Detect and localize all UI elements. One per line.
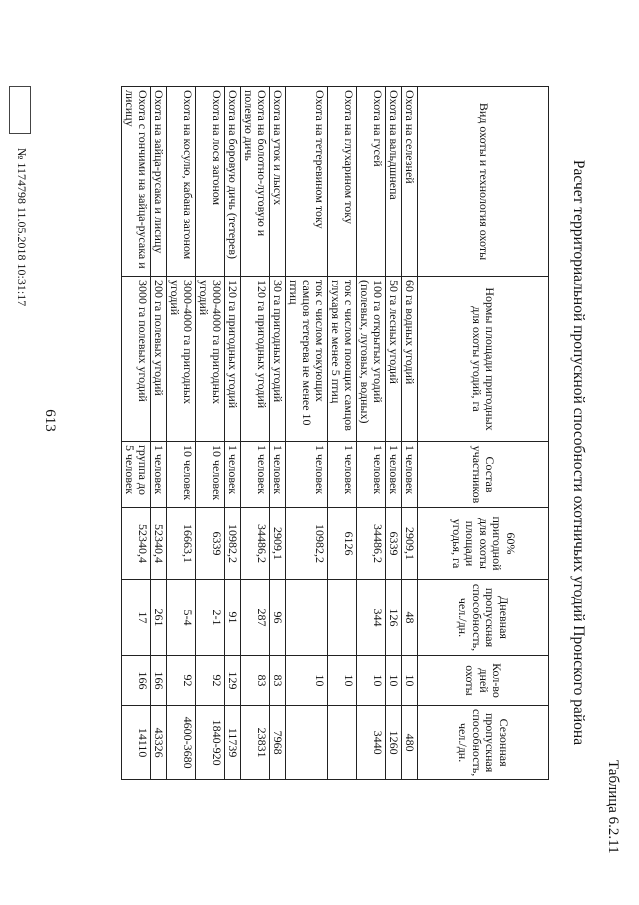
table-row xyxy=(196,87,225,780)
table-cell: 6339 xyxy=(386,508,402,580)
table-cell: 344 xyxy=(357,580,386,656)
table-cell xyxy=(286,580,328,656)
table-cell: 83 xyxy=(270,656,286,706)
table-cell: 3440 xyxy=(357,706,386,780)
table-cell: 3000 га полевых угодий xyxy=(122,277,151,442)
table-cell: 43326 xyxy=(151,706,167,780)
table-cell: 1260 xyxy=(386,706,402,780)
table-cell: 6126 xyxy=(328,508,357,580)
table-cell: 10 xyxy=(357,656,386,706)
table-cell: 2-1 xyxy=(196,580,225,656)
table-cell: 92 xyxy=(167,656,196,706)
header-cell: Кол-во дней охоты xyxy=(418,656,549,706)
registry-stamp-icon xyxy=(9,86,31,134)
table-cell: 1 человек xyxy=(357,442,386,508)
table-cell: Охота на болотно-луговую и полевую дичь xyxy=(241,87,270,277)
table-cell: 166 xyxy=(151,656,167,706)
table-cell: Охота на гусей xyxy=(357,87,386,277)
table-cell: 1 человек xyxy=(402,442,418,508)
table-cell: 83 xyxy=(241,656,270,706)
table-title: Расчет территориальной пропускной способности охотничьих угодий Пронского района xyxy=(570,159,587,746)
table-cell: 10 xyxy=(286,656,328,706)
table-cell: 34486,2 xyxy=(357,508,386,580)
table-cell: 10 xyxy=(402,656,418,706)
table-cell: 2909,1 xyxy=(402,508,418,580)
table-row xyxy=(225,87,241,780)
table-cell: Охота на глухарином току xyxy=(328,87,357,277)
table-cell xyxy=(286,706,328,780)
table-cell: 17 xyxy=(122,580,151,656)
table-cell: 1 человек xyxy=(386,442,402,508)
table-cell: Охота на зайца-русака и лисицу xyxy=(151,87,167,277)
header-cell: 60% пригодной для охоты площади угодья, га xyxy=(418,508,549,580)
table-cell: Охота с гончими на зайца-русака и лисицу xyxy=(122,87,151,277)
table-cell: 1 человек xyxy=(241,442,270,508)
table-cell: 16663,1 xyxy=(167,508,196,580)
table-cell: Охота на лося загоном xyxy=(196,87,225,277)
table-cell: 287 xyxy=(241,580,270,656)
table-row xyxy=(270,87,286,780)
table-cell: Охота на селезней xyxy=(402,87,418,277)
header-row xyxy=(418,87,549,780)
table-cell: 10 xyxy=(386,656,402,706)
table-row xyxy=(286,87,328,780)
table-cell xyxy=(328,580,357,656)
table-cell: 60 га водных угодий xyxy=(402,277,418,442)
table-cell: 5-4 xyxy=(167,580,196,656)
table-cell: 10 человек xyxy=(167,442,196,508)
table-cell: 200 га полевых угодий xyxy=(151,277,167,442)
table-cell: 1 человек xyxy=(225,442,241,508)
table-cell: 3000-4000 га пригодных угодий xyxy=(196,277,225,442)
table-cell: Охота на вальдшнепа xyxy=(386,87,402,277)
table-cell: 3000-4000 га пригодных угодий xyxy=(167,277,196,442)
table-cell: 1 человек xyxy=(328,442,357,508)
table-cell: 10 человек xyxy=(196,442,225,508)
header-cell: Сезонная пропускная способность, чел./дн. xyxy=(418,706,549,780)
table-cell: 166 xyxy=(122,656,151,706)
table-cell: 30 га пригодных угодий xyxy=(270,277,286,442)
table-cell: ток с числом поющих самцов глухаря не менее 5 птиц xyxy=(328,277,357,442)
table-cell: 120 га пригодных угодий xyxy=(225,277,241,442)
table-row xyxy=(241,87,270,780)
header-cell: Состав участников xyxy=(418,442,549,508)
table-row xyxy=(402,87,418,780)
table-caption: Таблица 6.2.11 xyxy=(605,760,621,854)
document-stamp xyxy=(11,86,39,316)
table-cell: 10982,2 xyxy=(225,508,241,580)
table-cell: 126 xyxy=(386,580,402,656)
table-cell: 1 человек xyxy=(151,442,167,508)
table-row xyxy=(328,87,357,780)
table-cell: 7968 xyxy=(270,706,286,780)
table-cell: 1 человек xyxy=(286,442,328,508)
table-row xyxy=(122,87,151,780)
table-cell: Охота на уток и лысух xyxy=(270,87,286,277)
table-cell: 1 человек xyxy=(270,442,286,508)
table-cell: 92 xyxy=(196,656,225,706)
table-cell: 52340,4 xyxy=(151,508,167,580)
table-cell: 480 xyxy=(402,706,418,780)
table-row xyxy=(167,87,196,780)
table-cell: 10982,2 xyxy=(286,508,328,580)
page-number: 613 xyxy=(41,409,58,432)
table-cell: 6339 xyxy=(196,508,225,580)
table-row xyxy=(357,87,386,780)
table-cell: 4600-3680 xyxy=(167,706,196,780)
table-cell: Охота на косулю, кабана загоном xyxy=(167,87,196,277)
table-cell: Охота на боровую дичь (тетерев) xyxy=(225,87,241,277)
table-cell: 52340,4 xyxy=(122,508,151,580)
table-cell: 50 га лесных угодий xyxy=(386,277,402,442)
header-cell: Дневная пропускная способность, чел./дн. xyxy=(418,580,549,656)
table-cell: 2909,1 xyxy=(270,508,286,580)
table-cell: 48 xyxy=(402,580,418,656)
table-cell: 100 га открытых угодий (полевых, луговых, водных) xyxy=(357,277,386,442)
table-cell: 120 га пригодных угодий xyxy=(241,277,270,442)
table-cell: группа до 5 человек xyxy=(122,442,151,508)
table-cell xyxy=(328,706,357,780)
header-cell: Вид охоты и технология охоты xyxy=(418,87,549,277)
table-cell: 129 xyxy=(225,656,241,706)
table-cell: 23831 xyxy=(241,706,270,780)
table-row xyxy=(151,87,167,780)
table-cell: 34486,2 xyxy=(241,508,270,580)
table-cell: 10 xyxy=(328,656,357,706)
table-cell: 96 xyxy=(270,580,286,656)
stamp-text: № 1174798 11.05.2018 10:31:17 xyxy=(15,148,29,307)
table-cell: ток с числом токующих самцов тетерева не менее 10 птиц xyxy=(286,277,328,442)
table-cell: 91 xyxy=(225,580,241,656)
table-cell: 1840-920 xyxy=(196,706,225,780)
table-cell: 11739 xyxy=(225,706,241,780)
table-row xyxy=(386,87,402,780)
header-cell: Нормы площади пригодных для охоты угодий, га xyxy=(418,277,549,442)
capacity-table xyxy=(121,86,549,780)
table-cell: Охота на тетеревином току xyxy=(286,87,328,277)
table-cell: 261 xyxy=(151,580,167,656)
table-cell: 14110 xyxy=(122,706,151,780)
